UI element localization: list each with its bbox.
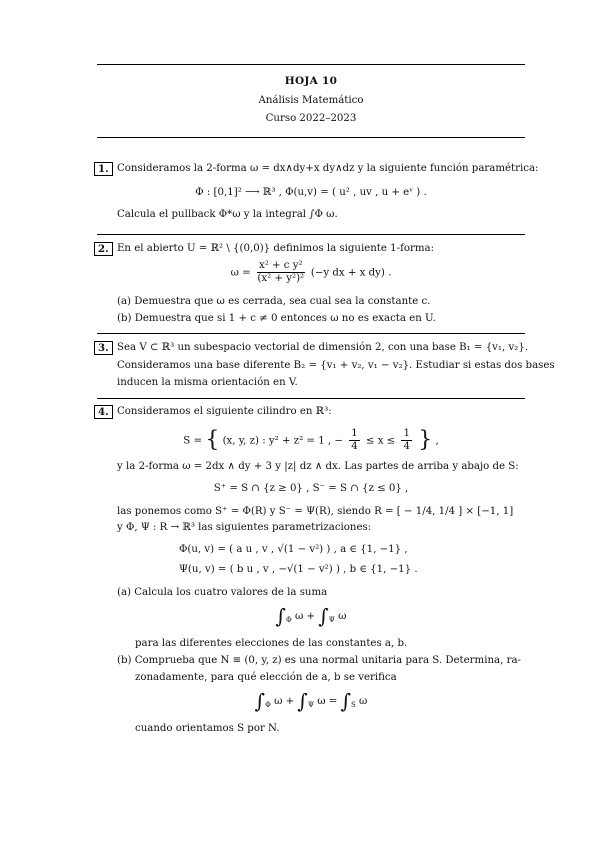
psi-parametrization: Ψ(u, v) = ( b u , v , −√(1 − v²) ) , b ∈ {1, −1} .: [179, 564, 418, 575]
separator-rule: [97, 333, 525, 334]
problem-1-statement: 1. Consideramos la 2-forma ω = dx∧dy+x dy∧dz y la siguiente función paramétrica:: [117, 163, 538, 174]
problem-1-parametrization: Φ : [0,1]² ⟶ ℝ³ , Φ(u,v) = ( u² , uv , u + eᵛ ) .: [195, 187, 427, 198]
separator-rule: [97, 398, 525, 399]
problem-3-statement: 3. Sea V ⊂ ℝ³ un subespacio vectorial de dimensión 2, con una base B₁ = {v₁, v₂}.: [117, 342, 528, 353]
problem-2-part-b: (b) Demuestra que si 1 + c ≠ 0 entonces ω no es exacta en U.: [117, 313, 436, 324]
problem-4-part-b: (b) Comprueba que N ≡ (0, y, z) es una normal unitaria para S. Determina, ra-: [117, 655, 521, 666]
subject-name: Análisis Matemático: [258, 95, 364, 106]
problem-4-param-text-2: y Φ, Ψ : R → ℝ³ las siguientes parametrizaciones:: [117, 522, 372, 533]
problem-1-task: Calcula el pullback Φ*ω y la integral ∫Φ ω.: [117, 209, 338, 220]
top-rule: [97, 64, 525, 65]
problem-2-form: ω = $\frac{\text{x² + c y²}}{\text{(x² + y²)²}}$ (−y dx + x dy) .: [230, 260, 392, 284]
separator-rule: [97, 234, 525, 235]
problem-4-part-a-end: para las diferentes elecciones de las constantes a, b.: [135, 638, 408, 649]
problem-4-part-b-end: cuando orientamos S por N.: [135, 723, 280, 734]
problem-4-param-text: las ponemos como S⁺ = Φ(R) y S⁻ = Ψ(R), siendo R = [ − 1/4, 1/4 ] × [−1, 1]: [117, 506, 514, 517]
header-bottom-rule: [97, 137, 525, 138]
problem-2-statement: 2. En el abierto U = ℝ² \ {(0,0)} definimos la siguiente 1-forma:: [117, 243, 434, 254]
problem-4-part-a: (a) Calcula los cuatro valores de la suma: [117, 587, 328, 598]
course-year: Curso 2022–2023: [265, 113, 357, 124]
phi-parametrization: Φ(u, v) = ( a u , v , √(1 − v²) ) , a ∈ {1, −1} ,: [179, 544, 408, 555]
problem-3-line-2: Consideramos una base diferente B₂ = {v₁ + v₂, v₁ − v₂}. Estudiar si estas dos bases: [117, 360, 555, 371]
integral-equation: $\int_\Phi$ $\omega + \int_\Psi$ $\omega = \int_S$ ω: [254, 689, 368, 713]
problem-4-statement: 4. Consideramos el siguiente cilindro en ℝ³:: [117, 406, 332, 417]
problem-4-part-b-2: zonadamente, para qué elección de a, b se verifica: [135, 672, 397, 683]
problem-4-form: y la 2-forma ω = 2dx ∧ dy + 3 y |z| dz ∧ dx. Las partes de arriba y abajo de S:: [117, 461, 519, 472]
cylinder-definition: S = { (x, y, z) : y² + z² = 1 , − $\frac{1}{4}$ ≤ x ≤ $\frac{1}{4}$ } ,: [183, 427, 439, 453]
sheet-title: HOJA 10: [284, 75, 338, 87]
problem-3-line-3: inducen la misma orientación en V.: [117, 377, 298, 388]
problem-number: 4.: [94, 405, 113, 419]
problem-number: 1.: [94, 162, 113, 176]
problem-4-halves: S⁺ = S ∩ {z ≥ 0} , S⁻ = S ∩ {z ≤ 0} ,: [213, 483, 409, 494]
integral-sum: $\int_\Phi$ $\omega + \int_\Psi$ ω: [275, 604, 347, 628]
problem-number: 2.: [94, 242, 113, 256]
problem-number: 3.: [94, 341, 113, 355]
problem-2-part-a: (a) Demuestra que ω es cerrada, sea cual sea la constante c.: [117, 296, 431, 307]
